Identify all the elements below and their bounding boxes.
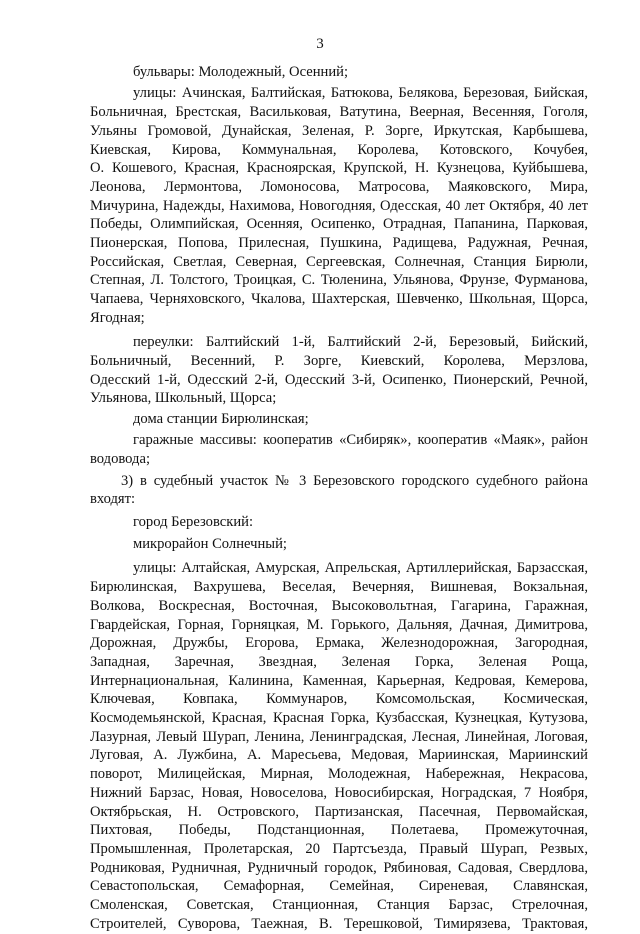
text-line: водовода; (90, 451, 151, 467)
text-line: Леонова, Лермонтова, Ломоносова, Матросова, Маяковского, Мира, (90, 179, 588, 195)
text-line: Космодемьянской, Красная, Красная Горка, Кузбасская, Кузнецкая, Кутузова, (90, 710, 588, 726)
text-line: Ягодная; (90, 310, 145, 326)
text-line: Смоленская, Советская, Станционная, Станция Барзас, Стрелочная, (90, 897, 588, 913)
text-line: Строителей, Суворова, Таежная, В. Терешковой, Тимирязева, Трактовая, (90, 916, 588, 932)
text-line: Степная, Л. Толстого, Троицкая, С. Тюленина, Ульянова, Фрунзе, Фурманова, (90, 272, 588, 288)
text-line: улицы: Алтайская, Амурская, Апрельская, Артиллерийская, Барзасская, (133, 560, 588, 576)
text-line: Октябрьская, Н. Островского, Партизанская, Пасечная, Первомайская, (90, 804, 588, 820)
text-line: Бирюлинская, Вахрушева, Веселая, Вечерняя, Вишневая, Вокзальная, (90, 579, 588, 595)
text-line: Лазурная, Левый Шурап, Ленина, Ленинградская, Лесная, Линейная, Логовая, (90, 729, 588, 745)
text-line: Промышленная, Пролетарская, 20 Партсъезда, Правый Шурап, Резвых, (90, 841, 588, 857)
text-line: Одесский 1-й, Одесский 2-й, Одесский 3-й, Осипенко, Пионерский, Речной, (90, 372, 588, 388)
text-line: Волкова, Воскресная, Восточная, Высоковольтная, Гагарина, Гаражная, (90, 598, 588, 614)
text-line: Западная, Заречная, Звездная, Зеленая Горка, Зеленая Роща, (90, 654, 588, 670)
text-line: Победы, Олимпийская, Осенняя, Осипенко, Отрадная, Папанина, Парковая, (90, 216, 588, 232)
text-line: Больничный, Весенний, Р. Зорге, Киевский, Королева, Мерзлова, (90, 353, 588, 369)
text-line: микрорайон Солнечный; (133, 536, 287, 552)
text-line: Ключевая, Ковпака, Коммунаров, Комсомольская, Космическая, (90, 691, 588, 707)
text-line: Интернациональная, Калинина, Каменная, Карьерная, Кедровая, Кемерова, (90, 673, 588, 689)
page-number: 3 (316, 36, 324, 52)
text-line: Дорожная, Дружбы, Егорова, Ермака, Железнодорожная, Загородная, (90, 635, 588, 651)
text-line: Севастопольская, Семафорная, Семейная, Сиреневая, Славянская, (90, 878, 588, 894)
text-line: Ульянова, Школьный, Щорса; (90, 390, 277, 406)
text-line: Родниковая, Рудничная, Рудничный городок, Рябиновая, Садовая, Свердлова, (90, 860, 588, 876)
text-line: Российская, Светлая, Северная, Сергеевская, Солнечная, Станция Бирюли, (90, 254, 588, 270)
text-line: дома станции Бирюлинская; (133, 411, 309, 427)
text-line: бульвары: Молодежный, Осенний; (133, 64, 348, 80)
text-line: Пихтовая, Победы, Подстанционная, Полетаева, Промежуточная, (90, 822, 588, 838)
text-line: О. Кошевого, Красная, Красноярская, Крупской, Н. Кузнецова, Куйбышева, (90, 160, 588, 176)
text-line: переулки: Балтийский 1-й, Балтийский 2-й, Березовый, Бийский, (133, 334, 588, 350)
text-line: Больничная, Брестская, Васильковая, Ватутина, Веерная, Весенняя, Гоголя, (90, 104, 588, 120)
text-line: Нижний Барзас, Новая, Новоселова, Новосибирская, Ноградская, 7 Ноября, (90, 785, 588, 801)
text-line: Чапаева, Черняховского, Чкалова, Шахтерская, Шевченко, Школьная, Щорса, (90, 291, 588, 307)
text-line: 3) в судебный участок № 3 Березовского городского судебного района (121, 473, 588, 489)
text-line: Гвардейская, Горная, Горняцкая, М. Горького, Дальняя, Дачная, Димитрова, (90, 617, 588, 633)
text-line: город Березовский: (133, 514, 253, 530)
text-line: Мичурина, Надежды, Нахимова, Новогодняя, Одесская, 40 лет Октября, 40 лет (90, 198, 588, 214)
text-line: поворот, Милицейская, Мирная, Молодежная, Набережная, Некрасова, (90, 766, 588, 782)
text-line: Ульяны Громовой, Дунайская, Зеленая, Р. Зорге, Иркутская, Карбышева, (90, 123, 588, 139)
text-line: Пионерская, Попова, Прилесная, Пушкина, Радищева, Радужная, Речная, (90, 235, 588, 251)
text-line: Луговая, А. Лужбина, А. Маресьева, Медовая, Мариинская, Мариинский (90, 747, 588, 763)
text-line: Киевская, Кирова, Коммунальная, Королева, Котовского, Кочубея, (90, 142, 588, 158)
text-line: улицы: Ачинская, Балтийская, Батюкова, Белякова, Березовая, Бийская, (133, 85, 588, 101)
text-line: гаражные массивы: кооператив «Сибиряк», кооператив «Маяк», район (133, 432, 588, 448)
text-line: входят: (90, 491, 136, 507)
